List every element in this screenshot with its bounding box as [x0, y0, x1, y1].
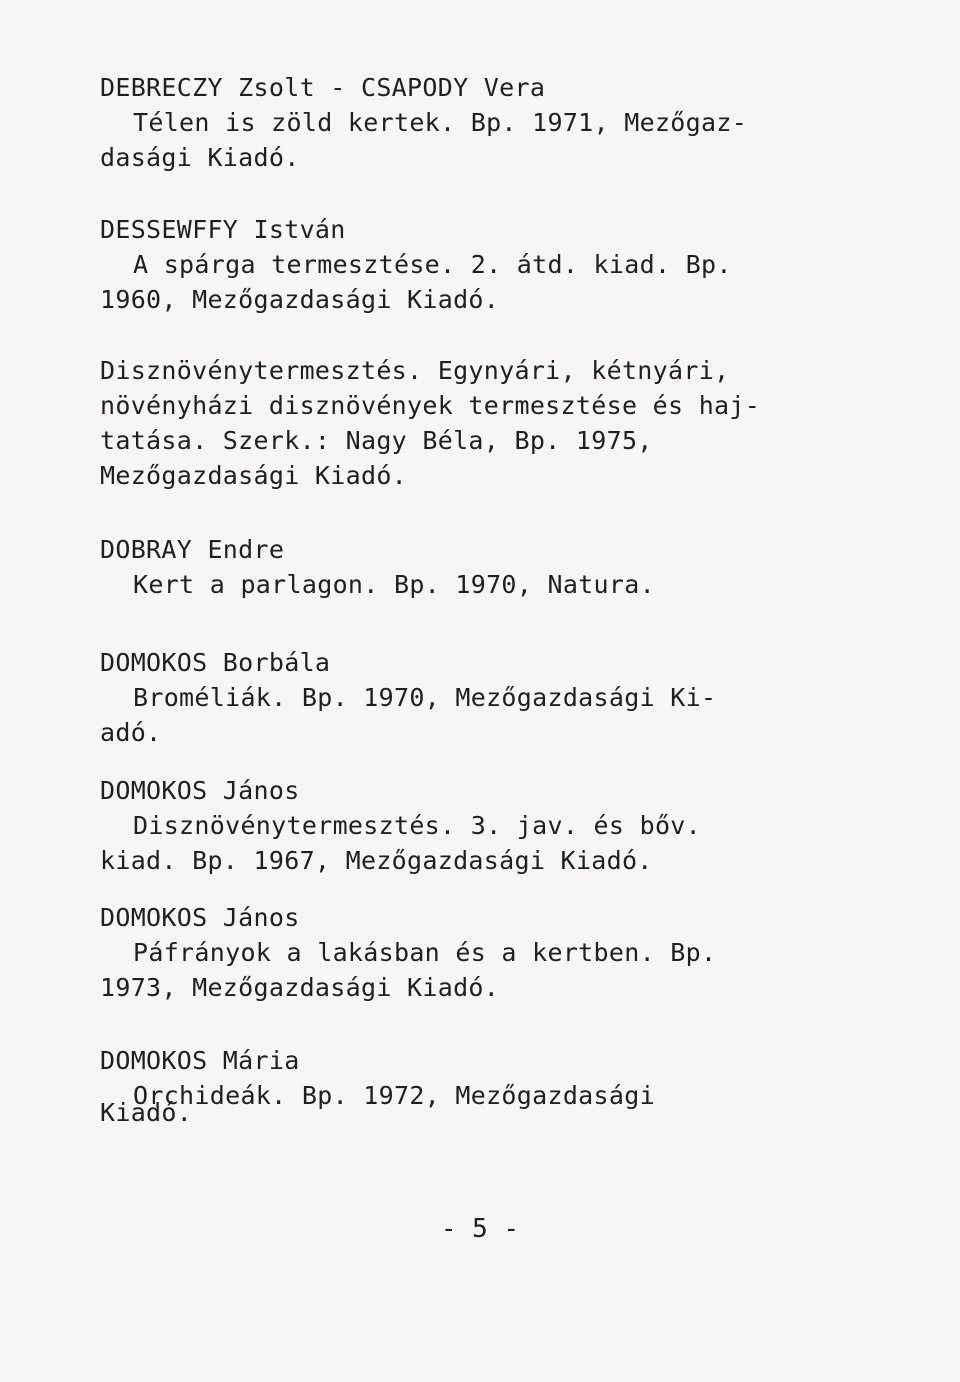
entry-title-line: Disznövénytermesztés. Egynyári, kétnyári, [100, 356, 730, 385]
entry-author: DOMOKOS János [100, 903, 300, 932]
bibliography-entry-domokos-maria [100, 1043, 900, 1130]
entry-author: DEBRECZY Zsolt - CSAPODY Vera [100, 73, 546, 102]
entry-author: DOBRAY Endre [100, 535, 285, 564]
entry-continuation-line: dasági Kiadó. [100, 143, 300, 172]
bibliography-entry-disznovenytermesztes [100, 353, 900, 493]
entry-continuation-line: növényházi disznövények termesztése és haj- [100, 391, 761, 420]
entry-author: DOMOKOS Borbála [100, 648, 331, 677]
bibliography-entry-dobray [100, 532, 900, 602]
bibliography-entry-dessewffy [100, 212, 900, 317]
entry-continuation-line: kiad. Bp. 1967, Mezőgazdasági Kiadó. [100, 846, 653, 875]
entry-continuation-line: adó. [100, 718, 162, 747]
page-number: - 5 - [440, 1214, 520, 1244]
entry-title-line: Disznövénytermesztés. 3. jav. és bőv. [133, 811, 701, 840]
bibliography-entry-domokos-janos-1 [100, 773, 900, 878]
entry-title-line: A spárga termesztése. 2. átd. kiad. Bp. [133, 250, 732, 279]
entry-author: DOMOKOS Mária [100, 1046, 300, 1075]
entry-continuation-line: tatása. Szerk.: Nagy Béla, Bp. 1975, [100, 426, 653, 455]
entry-title-line: Páfrányok a lakásban és a kertben. Bp. [133, 938, 717, 967]
bibliography-entry-domokos-janos-2 [100, 900, 900, 1005]
entry-author: DOMOKOS János [100, 776, 300, 805]
entry-continuation-line: 1960, Mezőgazdasági Kiadó. [100, 285, 500, 314]
entry-title-line: Broméliák. Bp. 1970, Mezőgazdasági Ki- [133, 683, 717, 712]
entry-author: DESSEWFFY István [100, 215, 346, 244]
bibliography-entry-domokos-borbala [100, 645, 900, 750]
entry-continuation-line: 1973, Mezőgazdasági Kiadó. [100, 973, 500, 1002]
entry-continuation-line: Mezőgazdasági Kiadó. [100, 461, 408, 490]
entry-title-line: Kert a parlagon. Bp. 1970, Natura. [133, 570, 655, 599]
entry-title-line: Orchideák. Bp. 1972, Mezőgazdasági [133, 1081, 655, 1110]
entry-continuation-line: Kiadó. [100, 1098, 193, 1127]
entry-title-line: Télen is zöld kertek. Bp. 1971, Mezőgaz- [133, 108, 748, 137]
bibliography-entry-debreczy [100, 70, 900, 175]
